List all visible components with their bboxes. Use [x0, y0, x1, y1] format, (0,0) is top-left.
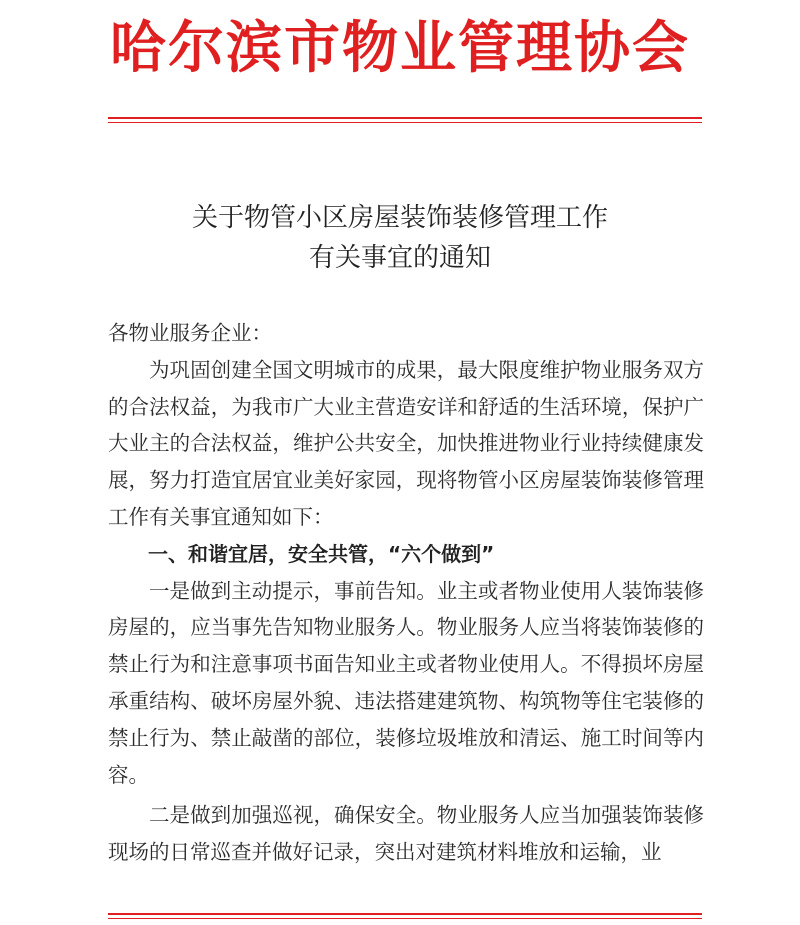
footer-divider-thin [108, 918, 702, 919]
document-title-line-2: 有关事宜的通知 [308, 243, 491, 273]
item-paragraph-1: 一是做到主动提示，事前告知。业主或者物业使用人装饰装修房屋的，应当事先告知物业服务人。物业服务人应当将装饰装修的禁止行为和注意事项书面告知业主或者物业使用人。不得损坏房屋承重结构、破坏房屋外貌、违法搭建建筑物、构筑物等住宅装修的禁止行为、禁止敲凿的部位，装修垃圾堆放和清运、施工时间等内容。 [108, 578, 704, 787]
document-title [0, 198, 800, 278]
footer-divider-thick [108, 913, 702, 915]
document-body [108, 315, 704, 871]
letterhead-org-name: 哈尔滨市物业管理协会 [110, 15, 690, 81]
letterhead-divider-thin [108, 122, 702, 123]
item-paragraph-2: 二是做到加强巡视，确保安全。物业服务人应当加强装饰装修现场的日常巡查并做好记录，突出对建筑材料堆放和运输，业 [108, 803, 704, 865]
section-heading: 一、和谐宜居，安全共管，“六个做到” [148, 541, 495, 566]
salutation: 各物业服务企业： [108, 321, 272, 345]
document-title-line-1: 关于物管小区房屋装饰装修管理工作 [191, 203, 608, 233]
intro-paragraph: 为巩固创建全国文明城市的成果，最大限度维护物业服务双方的合法权益，为我市广大业主营造安详和舒适的生活环境，保护广大业主的合法权益，维护公共安全，加快推进物业行业持续健康发展，努力打造宜居宜业美好家园，现将物管小区房屋装饰装修管理工作有关事宜通知如下： [108, 357, 704, 529]
letterhead-divider-thick [108, 117, 702, 119]
